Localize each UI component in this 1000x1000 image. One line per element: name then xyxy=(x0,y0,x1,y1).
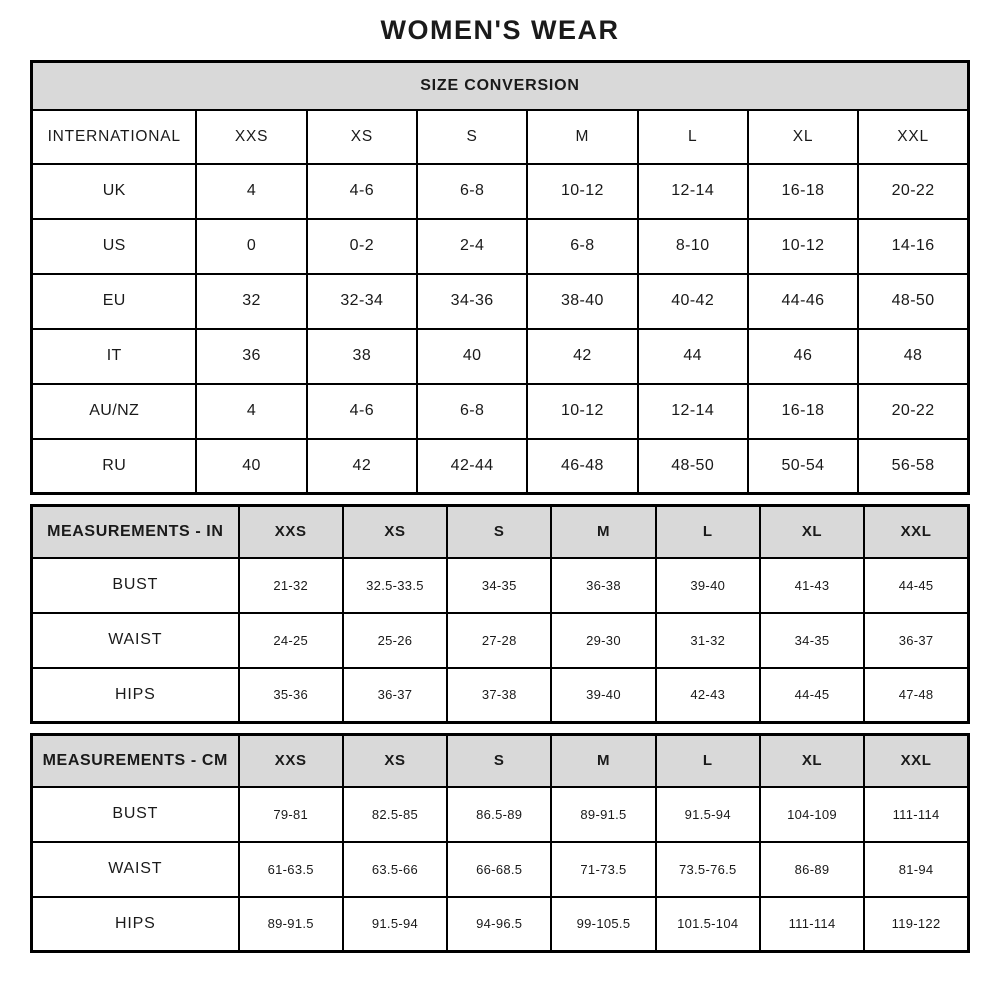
measurements-cm-waist-row xyxy=(32,842,969,897)
size-cell: 44-46 xyxy=(748,274,858,329)
size-cell: 48-50 xyxy=(858,274,968,329)
size-cell: 40-42 xyxy=(638,274,748,329)
size-cell: 36 xyxy=(196,329,306,384)
size-header-s: S xyxy=(447,506,551,558)
size-row-ru xyxy=(32,439,969,494)
row-label-eu: EU xyxy=(32,274,197,329)
size-cell: 32 xyxy=(196,274,306,329)
size-cell: 0-2 xyxy=(307,219,417,274)
size-row-eu xyxy=(32,274,969,329)
size-cell: 12-14 xyxy=(638,384,748,439)
measurements-cm-bust-row xyxy=(32,787,969,842)
measurement-cell: 42-43 xyxy=(656,668,760,723)
size-cell: 10-12 xyxy=(527,164,637,219)
size-cell: 42-44 xyxy=(417,439,527,494)
measurement-cell: 89-91.5 xyxy=(239,897,343,952)
measurement-cell: 61-63.5 xyxy=(239,842,343,897)
size-cell: 56-58 xyxy=(858,439,968,494)
measurements-in-bust-row xyxy=(32,558,969,613)
measurement-cell: 91.5-94 xyxy=(343,897,447,952)
row-label-waist: WAIST xyxy=(32,613,239,668)
measurement-cell: 111-114 xyxy=(760,897,864,952)
size-header-l: L xyxy=(656,735,760,787)
measurement-cell: 41-43 xyxy=(760,558,864,613)
measurement-cell: 63.5-66 xyxy=(343,842,447,897)
size-cell: 16-18 xyxy=(748,164,858,219)
size-header-xxl: XXL xyxy=(864,506,968,558)
size-row-uk xyxy=(32,164,969,219)
row-label-waist: WAIST xyxy=(32,842,239,897)
size-cell: 42 xyxy=(527,329,637,384)
size-header-xxl: XXL xyxy=(864,735,968,787)
measurements-in-title: MEASUREMENTS - IN xyxy=(32,506,239,558)
measurement-cell: 34-35 xyxy=(447,558,551,613)
measurement-cell: 82.5-85 xyxy=(343,787,447,842)
size-header-xxs: XXS xyxy=(239,506,343,558)
measurement-cell: 91.5-94 xyxy=(656,787,760,842)
row-label-it: IT xyxy=(32,329,197,384)
measurement-cell: 21-32 xyxy=(239,558,343,613)
measurement-cell: 37-38 xyxy=(447,668,551,723)
page-title: WOMEN'S WEAR xyxy=(380,15,620,45)
measurements-in-table xyxy=(30,504,970,724)
column-header-s: S xyxy=(417,110,527,164)
column-header-xxs: XXS xyxy=(196,110,306,164)
row-label-bust: BUST xyxy=(32,787,239,842)
size-cell: 50-54 xyxy=(748,439,858,494)
size-header-l: L xyxy=(656,506,760,558)
measurement-cell: 111-114 xyxy=(864,787,968,842)
size-cell: 20-22 xyxy=(858,384,968,439)
measurement-cell: 25-26 xyxy=(343,613,447,668)
measurement-cell: 99-105.5 xyxy=(551,897,655,952)
measurement-cell: 36-38 xyxy=(551,558,655,613)
column-header-international: INTERNATIONAL xyxy=(32,110,197,164)
size-row-aunz xyxy=(32,384,969,439)
measurement-cell: 119-122 xyxy=(864,897,968,952)
size-cell: 48-50 xyxy=(638,439,748,494)
size-cell: 32-34 xyxy=(307,274,417,329)
measurement-cell: 86.5-89 xyxy=(447,787,551,842)
size-cell: 4 xyxy=(196,164,306,219)
measurement-cell: 66-68.5 xyxy=(447,842,551,897)
measurement-cell: 27-28 xyxy=(447,613,551,668)
measurement-cell: 32.5-33.5 xyxy=(343,558,447,613)
size-header-xs: XS xyxy=(343,735,447,787)
measurement-cell: 71-73.5 xyxy=(551,842,655,897)
size-cell: 48 xyxy=(858,329,968,384)
measurement-cell: 34-35 xyxy=(760,613,864,668)
size-cell: 40 xyxy=(417,329,527,384)
size-cell: 6-8 xyxy=(527,219,637,274)
measurement-cell: 24-25 xyxy=(239,613,343,668)
measurement-cell: 36-37 xyxy=(864,613,968,668)
measurements-in-header-row xyxy=(32,506,969,558)
measurement-cell: 31-32 xyxy=(656,613,760,668)
size-cell: 44 xyxy=(638,329,748,384)
measurement-cell: 73.5-76.5 xyxy=(656,842,760,897)
row-label-us: US xyxy=(32,219,197,274)
row-label-bust: BUST xyxy=(32,558,239,613)
measurement-cell: 47-48 xyxy=(864,668,968,723)
size-cell: 10-12 xyxy=(527,384,637,439)
measurement-cell: 81-94 xyxy=(864,842,968,897)
measurement-cell: 44-45 xyxy=(760,668,864,723)
size-cell: 10-12 xyxy=(748,219,858,274)
size-header-xl: XL xyxy=(760,506,864,558)
measurements-cm-header-row xyxy=(32,735,969,787)
measurement-cell: 104-109 xyxy=(760,787,864,842)
column-header-xxl: XXL xyxy=(858,110,968,164)
row-label-ru: RU xyxy=(32,439,197,494)
measurements-in-hips-row xyxy=(32,668,969,723)
measurements-cm-table xyxy=(30,733,970,953)
column-header-m: M xyxy=(527,110,637,164)
size-cell: 4-6 xyxy=(307,384,417,439)
measurement-cell: 39-40 xyxy=(551,668,655,723)
measurement-cell: 86-89 xyxy=(760,842,864,897)
row-label-hips: HIPS xyxy=(32,668,239,723)
size-cell: 14-16 xyxy=(858,219,968,274)
measurements-in-waist-row xyxy=(32,613,969,668)
column-header-xs: XS xyxy=(307,110,417,164)
column-header-l: L xyxy=(638,110,748,164)
size-cell: 12-14 xyxy=(638,164,748,219)
size-conversion-title: SIZE CONVERSION xyxy=(32,62,969,110)
measurement-cell: 39-40 xyxy=(656,558,760,613)
size-cell: 4 xyxy=(196,384,306,439)
size-cell: 6-8 xyxy=(417,164,527,219)
measurement-cell: 101.5-104 xyxy=(656,897,760,952)
measurement-cell: 89-91.5 xyxy=(551,787,655,842)
measurement-cell: 79-81 xyxy=(239,787,343,842)
size-header-m: M xyxy=(551,506,655,558)
row-label-uk: UK xyxy=(32,164,197,219)
size-cell: 34-36 xyxy=(417,274,527,329)
size-header-s: S xyxy=(447,735,551,787)
size-cell: 40 xyxy=(196,439,306,494)
measurement-cell: 44-45 xyxy=(864,558,968,613)
size-row-it xyxy=(32,329,969,384)
measurement-cell: 94-96.5 xyxy=(447,897,551,952)
size-cell: 6-8 xyxy=(417,384,527,439)
measurement-cell: 29-30 xyxy=(551,613,655,668)
column-header-xl: XL xyxy=(748,110,858,164)
measurement-cell: 35-36 xyxy=(239,668,343,723)
size-cell: 46 xyxy=(748,329,858,384)
measurements-cm-title: MEASUREMENTS - CM xyxy=(32,735,239,787)
row-label-aunz: AU/NZ xyxy=(32,384,197,439)
size-conversion-banner-row xyxy=(32,62,969,110)
row-label-hips: HIPS xyxy=(32,897,239,952)
size-cell: 16-18 xyxy=(748,384,858,439)
size-cell: 20-22 xyxy=(858,164,968,219)
size-header-xs: XS xyxy=(343,506,447,558)
size-header-m: M xyxy=(551,735,655,787)
size-header-xl: XL xyxy=(760,735,864,787)
size-cell: 4-6 xyxy=(307,164,417,219)
measurement-cell: 36-37 xyxy=(343,668,447,723)
measurements-cm-hips-row xyxy=(32,897,969,952)
size-cell: 42 xyxy=(307,439,417,494)
size-row-us xyxy=(32,219,969,274)
size-conversion-column-header-row xyxy=(32,110,969,164)
size-header-xxs: XXS xyxy=(239,735,343,787)
size-cell: 38-40 xyxy=(527,274,637,329)
size-cell: 2-4 xyxy=(417,219,527,274)
size-cell: 46-48 xyxy=(527,439,637,494)
size-conversion-table xyxy=(30,60,970,495)
size-cell: 38 xyxy=(307,329,417,384)
size-cell: 0 xyxy=(196,219,306,274)
size-cell: 8-10 xyxy=(638,219,748,274)
